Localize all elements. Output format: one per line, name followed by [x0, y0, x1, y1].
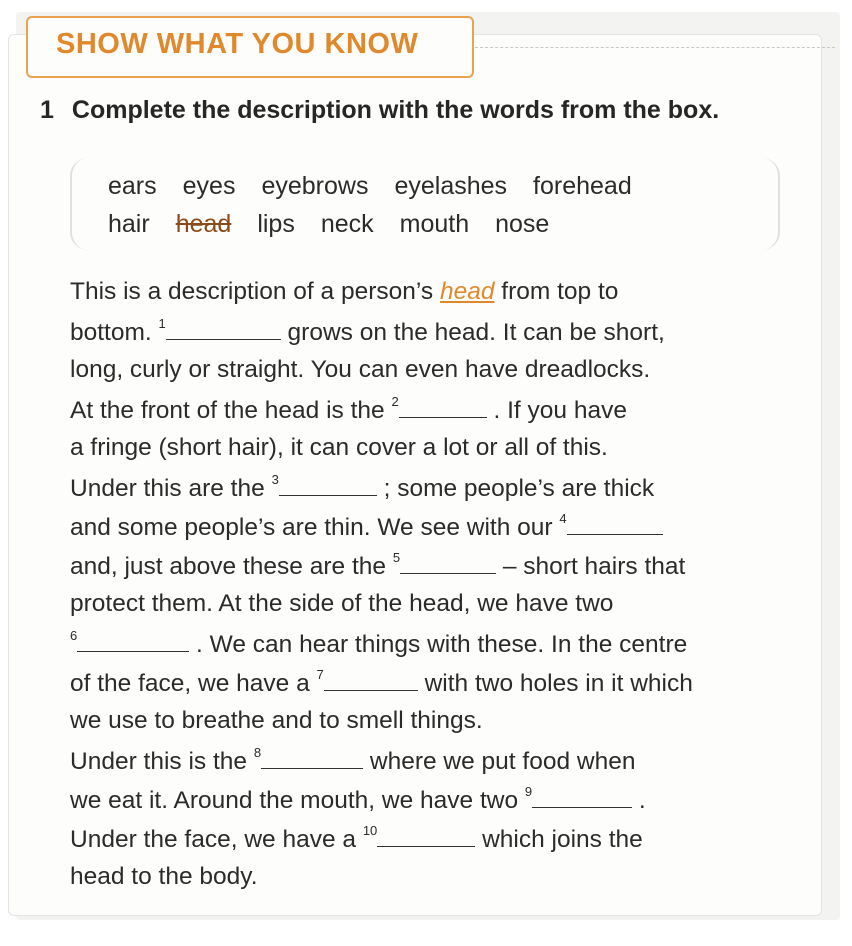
text-line: protect them. At the side of the head, we have two: [70, 590, 614, 617]
text-segment: bottom.: [70, 319, 159, 346]
word-item: mouth: [399, 210, 470, 238]
text-line: [70, 823, 643, 853]
text-segment: . We can hear things with these. In the centre: [189, 631, 688, 658]
text-segment: and, just above these are the: [70, 553, 393, 580]
answer-blank-7[interactable]: [324, 670, 418, 691]
text-segment: where we put food when: [363, 748, 636, 775]
instruction-text: Complete the description with the words from the box.: [71, 96, 720, 124]
text-line: a fringe (short hair), it can cover a lot or all of this.: [70, 434, 608, 461]
word-item: ears: [108, 172, 157, 200]
text-segment: Under this are the: [70, 475, 272, 502]
text-segment: Under this is the: [70, 748, 254, 775]
gap-number: 1: [158, 316, 166, 331]
text-segment: Under the face, we have a: [70, 826, 363, 853]
gap-number: 7: [316, 667, 324, 682]
gap-number: 8: [253, 745, 262, 760]
word-box-row-1: [108, 172, 658, 201]
answer-blank-10[interactable]: [377, 826, 475, 847]
gap-number: 2: [391, 394, 399, 409]
gap-number: 4: [559, 511, 567, 526]
text-line: [70, 511, 663, 541]
section-title: SHOW WHAT YOU KNOW: [56, 28, 419, 60]
text-segment: which joins the: [475, 826, 643, 853]
word-item: forehead: [533, 172, 632, 200]
text-line: [70, 745, 636, 775]
word-item: lips: [257, 210, 295, 238]
word-item: hair: [108, 210, 150, 238]
text-line: [70, 316, 665, 346]
text-segment: and some people’s are thin. We see with our: [70, 514, 560, 541]
text-line: head to the body.: [70, 863, 258, 890]
gap-number: 6: [70, 628, 78, 643]
word-item: eyelashes: [394, 172, 508, 200]
word-item: nose: [495, 210, 550, 238]
text-segment: grows on the head. It can be short,: [280, 319, 665, 346]
answer-blank-2[interactable]: [399, 397, 487, 418]
gap-number: 3: [271, 472, 279, 487]
text-line: [70, 280, 618, 305]
answer-blank-5[interactable]: [400, 553, 496, 574]
text-line: [70, 667, 693, 697]
text-segment: .: [632, 787, 646, 814]
word-item: eyebrows: [261, 172, 369, 200]
answer-blank-6[interactable]: [77, 631, 189, 652]
text-segment: of the face, we have a: [70, 670, 317, 697]
text-segment: with two holes in it which: [417, 670, 693, 697]
text-line: [70, 472, 655, 502]
text-segment: At the front of the head is the: [70, 397, 392, 424]
word-item: eyes: [182, 172, 236, 200]
text-segment: – short hairs that: [496, 553, 686, 580]
text-line: [70, 784, 646, 814]
example-answer: head: [439, 278, 495, 305]
word-box-row-2: [108, 210, 575, 239]
text-segment: ; some people’s are thick: [376, 475, 655, 502]
text-line: we use to breathe and to smell things.: [70, 707, 483, 734]
text-line: [70, 394, 627, 424]
word-item-used: head: [175, 210, 232, 238]
text-line: [70, 550, 686, 580]
text-segment: we eat it. Around the mouth, we have two: [70, 787, 525, 814]
text-line: long, curly or straight. You can even have dreadlocks.: [70, 356, 651, 383]
answer-blank-1[interactable]: [166, 319, 281, 340]
text-segment: This is a description of a person’s: [70, 278, 440, 305]
answer-blank-8[interactable]: [261, 748, 363, 769]
answer-blank-4[interactable]: [567, 514, 663, 535]
gap-number: 10: [362, 823, 378, 838]
text-segment: . If you have: [486, 397, 627, 424]
text-line: [70, 628, 688, 658]
gap-number: 5: [392, 550, 401, 565]
word-item: neck: [320, 210, 374, 238]
answer-blank-9[interactable]: [532, 787, 632, 808]
exercise-number: 1: [40, 96, 54, 124]
gap-number: 9: [524, 784, 533, 799]
exercise-instruction: [40, 96, 719, 125]
text-segment: from top to: [494, 278, 619, 305]
answer-blank-3[interactable]: [279, 475, 377, 496]
header-divider: [470, 47, 835, 48]
